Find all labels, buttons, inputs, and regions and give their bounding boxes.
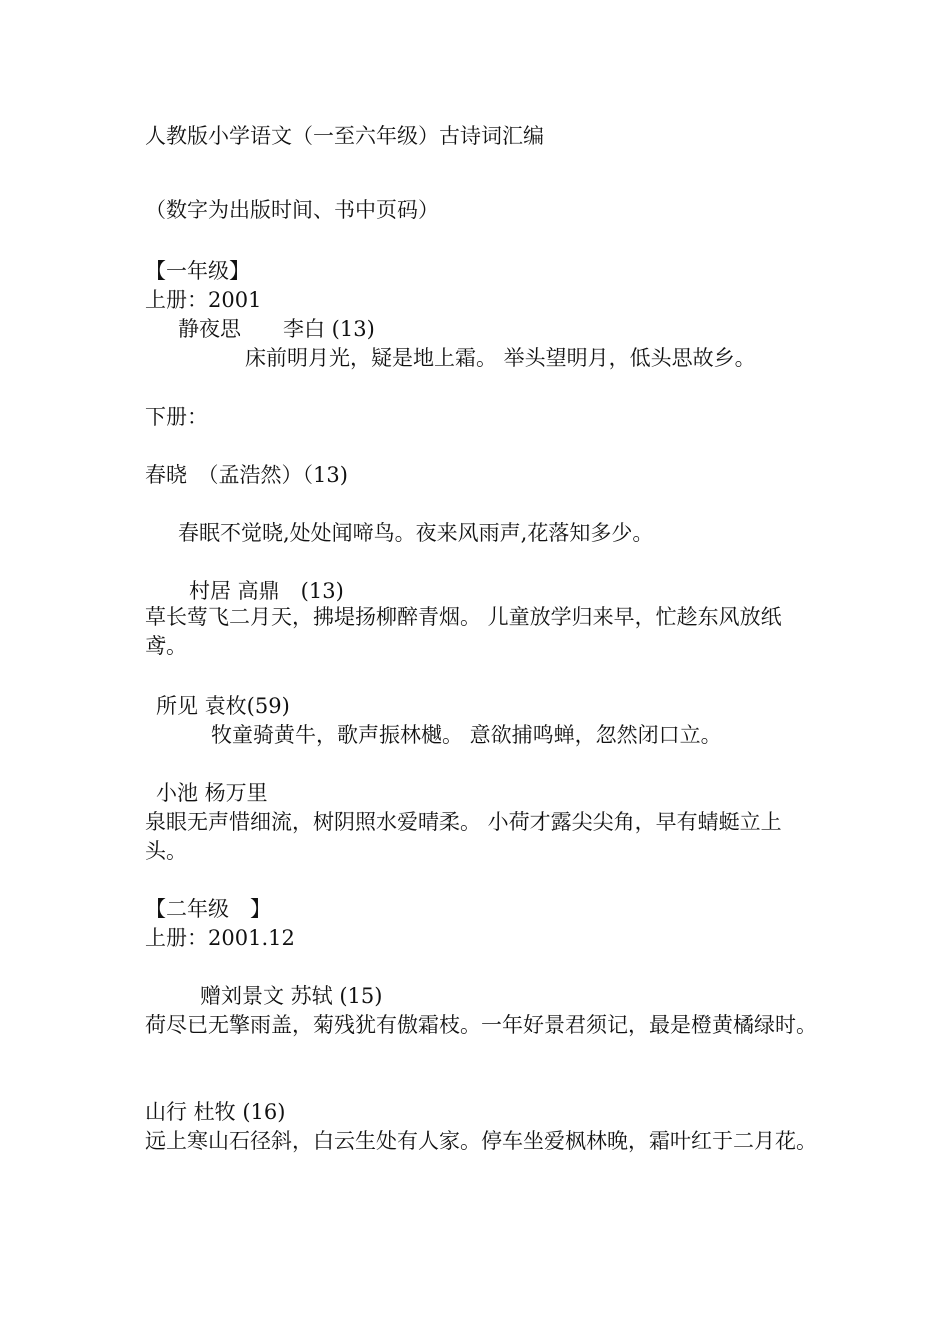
poem-text-zengliujingwen: 荷尽已无擎雨盖，菊残犹有傲霜枝。一年好景君须记，最是橙黄橘绿时。 [145,1013,817,1037]
poem-title-jingyesi: 静夜思 李白 (13) [178,317,375,341]
grade2-volume1-label: 上册：2001.12 [145,926,295,950]
grade1-heading: 【一年级】 [145,259,250,283]
poem-title-suojian: 所见 袁枚(59) [156,694,290,718]
poem-title-cunju: 村居 高鼎 (13) [189,579,344,603]
document-subtitle: （数字为出版时间、书中页码） [145,198,439,222]
grade2-heading: 【二年级 】 [145,897,271,921]
poem-title-zengliujingwen: 赠刘景文 苏轼 (15) [200,984,383,1008]
grade1-volume1-label: 上册：2001 [145,288,262,312]
poem-text-shanxing: 远上寒山石径斜，白云生处有人家。停车坐爱枫林晚，霜叶红于二月花。 [145,1129,817,1153]
poem-title-chunxiao: 春晓 （孟浩然）（13) [145,463,348,487]
poem-text-chunxiao: 春眠不觉晓,处处闻啼鸟。夜来风雨声,花落知多少。 [178,521,654,545]
poem-text-suojian: 牧童骑黄牛，歌声振林樾。 意欲捕鸣蝉，忽然闭口立。 [211,723,722,747]
poem-text-jingyesi: 床前明月光，疑是地上霜。 举头望明月，低头思故乡。 [245,346,756,370]
poem-title-shanxing: 山行 杜牧 (16) [145,1100,286,1124]
poem-text-cunju: 草长莺飞二月天，拂堤扬柳醉青烟。 儿童放学归来早，忙趁东风放纸鸢。 [145,605,782,658]
document-title: 人教版小学语文（一至六年级）古诗词汇编 [145,124,544,148]
poem-text-xiaochi: 泉眼无声惜细流，树阴照水爱晴柔。 小荷才露尖尖角，早有蜻蜓立上头。 [145,810,782,863]
poem-title-xiaochi: 小池 杨万里 [156,781,268,805]
grade1-volume2-label: 下册： [145,405,208,429]
